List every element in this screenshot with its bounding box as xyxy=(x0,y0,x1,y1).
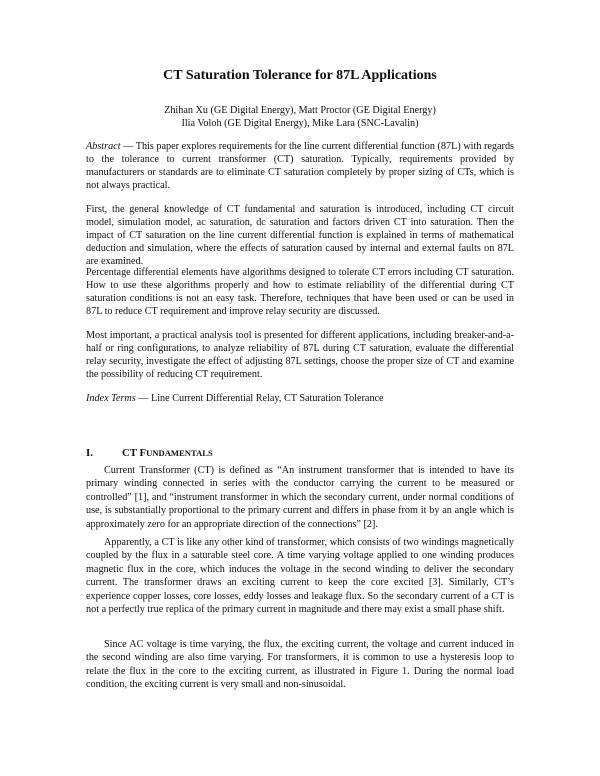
paper-title: CT Saturation Tolerance for 87L Applications xyxy=(163,68,437,83)
abstract-label: Abstract xyxy=(86,141,121,152)
authors-line-2: Ilia Voloh (GE Digital Energy), Mike Lara (SNC-Lavalin) xyxy=(181,118,419,129)
section-number: I. xyxy=(86,447,93,459)
section-title-initials: CT F xyxy=(122,447,147,459)
body-paragraph-3: Since AC voltage is time varying, the flux, the exciting current, the voltage and current induced in the second winding are also time varying. For transformers, it is common to use a hysteresis loop to relate the flux in the core to the exciting current, as illustrated in Figure 1. During the normal load condition, the exciting current is very small and non-sinusoidal. xyxy=(86,639,514,691)
section-title-rest: UNDAMENTALS xyxy=(146,448,213,458)
index-terms xyxy=(86,392,514,405)
abstract-paragraph-1: First, the general knowledge of CT fundamental and saturation is introduced, including CT circuit model, simulation model, ac saturation, dc saturation and factors driven CT into saturation. Then the impact of CT saturation on the line current differential function is explained in terms of mathematical deduction and simulation, where the effects of saturation caused by internal and external faults on 87L are examined. xyxy=(86,204,514,267)
section-heading xyxy=(86,447,213,459)
abstract-paragraph-3: Most important, a practical analysis tool is presented for different applications, including breaker-and-a-half or ring configurations, to analyze reliability of 87L during CT saturation, evaluate the differential relay security, investigate the effect of adjusting 87L settings, choose the proper size of CT and examine the possibility of reducing CT requirement. xyxy=(86,330,514,380)
abstract-paragraph-2: Percentage differential elements have algorithms designed to tolerate CT errors including CT saturation. How to use these algorithms properly and how to estimate reliability of the differential during CT saturation conditions is not an easy task. Therefore, techniques that have been used or can be used in 87L to reduce CT requirement and improve relay security are discussed. xyxy=(86,267,514,317)
body-paragraph-2: Apparently, a CT is like any other kind of transformer, which consists of two windings magnetically coupled by the flux in a saturable steel core. A time varying voltage applied to one winding produces magnetic flux in the core, which induces the voltage in the second winding to deliver the secondary current. The transformer draws an exciting current to keep the core excited [3]. Similarly, CT’s experience copper losses, core losses, eddy losses and leakage flux. So the secondary current of a CT is not a perfectly true replica of the primary current in magnitude and there may exist a small phase shift. xyxy=(86,537,514,616)
index-terms-text: — Line Current Differential Relay, CT Saturation Tolerance xyxy=(135,393,384,404)
abstract-text: — This paper explores requirements for the line current differential function (87L) with regards to the tolerance to current transformer (CT) saturation. Typically, requirements provided by manufacturers or standards are to eliminate CT saturation completely by proper sizing of CTs, which is not always practical. xyxy=(86,141,514,191)
authors-line-1: Zhihan Xu (GE Digital Energy), Matt Proctor (GE Digital Energy) xyxy=(164,105,436,116)
author-list xyxy=(0,104,600,130)
abstract xyxy=(86,140,514,192)
body-paragraph-1: Current Transformer (CT) is defined as “An instrument transformer that is intended to have its primary winding connected in series with the conductor carrying the current to be measured or controlled” [1], and “instrument transformer in which the secondary current, under normal conditions of use, is substantially proportional to the primary current and differs in phase from it by an angle which is approximately zero for an appropriate direction of the connections” [2]. xyxy=(86,465,514,530)
index-terms-label: Index Terms xyxy=(86,393,136,404)
